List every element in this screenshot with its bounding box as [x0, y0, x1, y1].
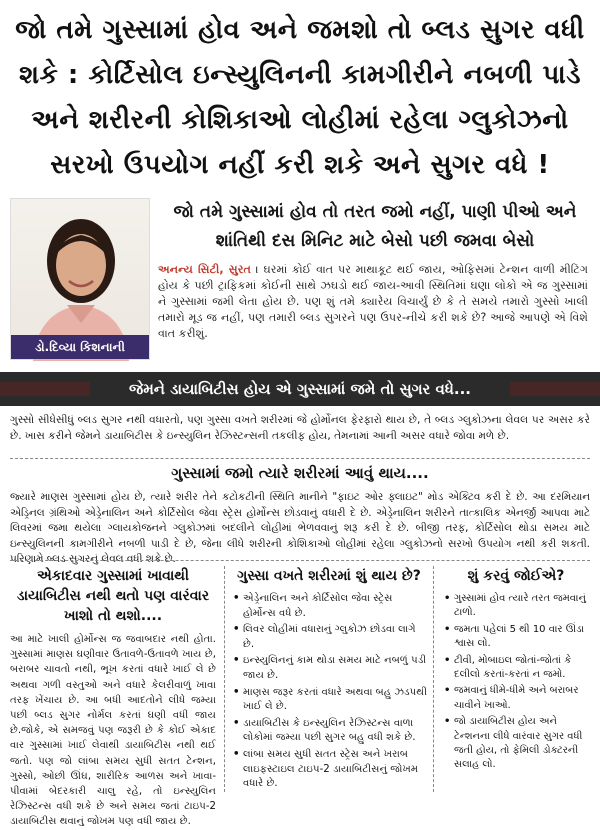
- photo-caption: ડો.દિવ્યા કિશનાની: [11, 335, 149, 359]
- column-3-list: [442, 592, 590, 773]
- section-2-title: ગુસ્સામાં જમો ત્યારે શરીરમાં આવું થાય....: [171, 464, 429, 482]
- list-item: • ડાયાબિટીસ કે ઇન્સ્યુલિન રેઝિસ્ટન્સ વાળા લોકોમાં જમ્યા પછી સુગર બહુ વધી શકે છે.: [231, 717, 427, 746]
- divider: [10, 560, 590, 561]
- column-1-title: એકાદવાર ગુસ્સામાં ખાવાથી ડાયાબિટીસ નથી થતો પણ વારંવાર ખાશો તો થશો....: [16, 568, 210, 624]
- dateline-separator: ।: [255, 263, 264, 276]
- subheadline: જો તમે ગુસ્સામાં હોવ તો તરત જમો નહીં, પાણી પીઓ અને શાંતિથી દસ મિનિટ માટે બેસો પછી જમવા બેસો: [173, 202, 577, 251]
- intro-paragraph: [158, 262, 588, 362]
- paragraph-2: જ્યારે માણસ ગુસ્સામાં હોય છે, ત્યારે શરીર તેને કટોકટીની સ્થિતિ માનીને "ફાઇટ ઓર ફ્લાઇટ" મોડ એક્ટિવ કરી દે છે. આ દરમિયાન એડ્રિનલ ગ્રંથિઓ એડ્રેનાલિન અને કોર્ટિસોલ જેવા સ્ટ્રેસ હોર્મોન્સ છોડવાનું વધારી દે છે. એડ્રેનાલિન શરીરને તાત્કાલિક એનર્જી આપવા માટે લિવરમાં જમા થયેલા ગ્લાયકોજનને ગ્લુકોઝમાં બદલીને લોહીમાં ભેળવવાનું શરૂ કરી દે છે. બીજી તરફ, કોર્ટિસોલ થોડા સમય માટે ઇન્સ્યુલિનની કામગીરીને નબળી પાડી દે છે, જેના લીધે શરીરની કોશિકાઓ લોહીમાં રહેલા ગ્લુકોઝનો સરખો ઉપયોગ નથી કરી શકતી. પરિણામે બ્લડ સુગરનું લેવલ વધી શકે છે.: [10, 491, 590, 566]
- column-1-text: આ માટે ખાલી હોર્મોન્સ જ જવાબદાર નથી હોતા. ગુસ્સામાં માણસ ઘણીવાર ઉતાવળે-ઉતાવળે ખાય છે, બરાબર ચાવતો નથી, ભૂખ કરતાં વધારે ખાઈ લે છે અથવા ગળી વસ્તુઓ અને વધારે કેલરીવાળું ખાવા તરફ ખેંચાય છે. આ બધી આદતોને લીધે જમ્યા પછી બ્લડ સુગર નોર્મલ કરતાં ઘણી વધી જાય છે.જોકે, એ સમજવું પણ જરૂરી છે કે કોઈ એકાદ વાર ગુસ્સામાં ખાઈ લેવાથી ડાયાબિટીસ નથી થઈ જતો. પણ જો લાંબા સમય સુધી સતત ટેન્શન, ગુસ્સો, ઓછી ઊંઘ, શારીરિક આળસ અને ખાવા-પીવામાં બેદરકારી ચાલુ રહે, તો ઇન્સ્યુલિન રેઝિસ્ટન્સ વધી શકે છે અને સમય જતાં ટાઇપ-2 ડાયાબિટીસ થવાનું જોખમ પણ વધી જાય છે.: [10, 634, 216, 828]
- section-band: [0, 372, 600, 406]
- list-item: • ઇન્સ્યુલિનનું કામ થોડા સમય માટે નબળું પડી જાય છે.: [231, 654, 427, 683]
- list-item: • લાંબા સમય સુધી સતત સ્ટ્રેસ અને ખરાબ લાઇફસ્ટાઇલ ટાઇપ-2 ડાયાબિટીસનું જોખમ વધારે છે.: [231, 748, 427, 792]
- list-item: • માણસ જરૂર કરતાં વધારે અથવા બહુ ઝડપથી ખાઈ લે છે.: [231, 686, 427, 715]
- column-2-title: ગુસ્સા વખતે શરીરમાં શું થાય છે?: [237, 568, 421, 584]
- dateline: અનન્ય સિટી, સુરત: [158, 263, 251, 276]
- divider: [10, 458, 590, 459]
- column-3-title: શું કરવું જોઈએ?: [467, 568, 565, 584]
- list-item: • ટીવી, મોબાઇલ જોતાં-જોતાં કે દલીલો કરતાં-કરતાં ન જમો.: [442, 654, 590, 683]
- list-item: • જમવાનું ધીમે-ધીમે અને બરાબર ચાવીને ખાઓ.: [442, 684, 590, 713]
- doctor-photo: [10, 198, 150, 360]
- list-item: • એડ્રેનાલિન અને કોર્ટિસોલ જેવા સ્ટ્રેસ હોર્મોન્સ વધે છે.: [231, 592, 427, 621]
- headline: જો તમે ગુસ્સામાં હોવ અને જમશો તો બ્લડ સુગર વધી શકે : કોર્ટિસોલ ઇન્સ્યુલિનની કામગીરીને નબળી પાડે અને શરીરની કોશિકાઓ લોહીમાં રહેલા ગ્લુકોઝનો સરખો ઉપયોગ નહીં કરી શકે અને સુગર વધે !: [15, 15, 585, 180]
- column-3: [442, 566, 590, 792]
- list-item: • જમતા પહેલાં 5 થી 10 વાર ઊંડા શ્વાસ લો.: [442, 623, 590, 652]
- list-item: • ગુસ્સામાં હોવ ત્યારે તરત જમવાનું ટાળો.: [442, 592, 590, 621]
- column-2-list: [231, 592, 427, 792]
- list-item: • જો ડાયાબિટીસ હોય અને ટેન્શનના લીધે વારંવાર સુગર વધી જતી હોય, તો ફેમિલી ડોક્ટરની સલાહ લો.: [442, 715, 590, 773]
- column-2: [224, 566, 434, 792]
- list-item: • લિવર લોહીમાં વધારાનું ગ્લુકોઝ છોડવા લાગે છે.: [231, 623, 427, 652]
- section-band-title: જેમને ડાયાબિટીસ હોય એ ગુસ્સામાં જમે તો સુગર વધે...: [129, 380, 471, 398]
- intro-text: ઘરમાં કોઈ વાત પર માથાકૂટ થઈ જાય, ઓફિસમાં ટેન્શન વાળી મીટિંગ હોય કે પછી ટ્રાફિકમાં કોઈની સાથે ઝઘડો થઈ જાય-આવી સ્થિતિમાં ઘણા લોકો એ જ ગુસ્સામાં ને ગુસ્સામાં જમી લેતા હોય છે. પણ શું તમે ક્યારેય વિચાર્યું છે કે તે સમયે તમારો ગુસ્સો ખાલી તમારો મૂડ જ નહીં, પણ તમારી બ્લડ સુગરને પણ ઉપર-નીચે કરી શકે છે? આજે આપણે એ વિશે વાત કરીશું.: [158, 263, 589, 340]
- column-1: [10, 566, 216, 828]
- paragraph-1: ગુસ્સો સીધેસીધું બ્લડ સુગર નથી વધારતો, પણ ગુસ્સા વખતે શરીરમાં જે હોર્મોનલ ફેરફારો થાય છે, તે બ્લડ ગ્લુકોઝના લેવલ પર અસર કરે છે. ખાસ કરીને જેમને ડાયાબિટીસ કે ઇન્સ્યુલિન રેઝિસ્ટન્સની તકલીફ હોય, તેમનામાં આની અસર વધારે જોવા મળે છે.: [10, 414, 590, 442]
